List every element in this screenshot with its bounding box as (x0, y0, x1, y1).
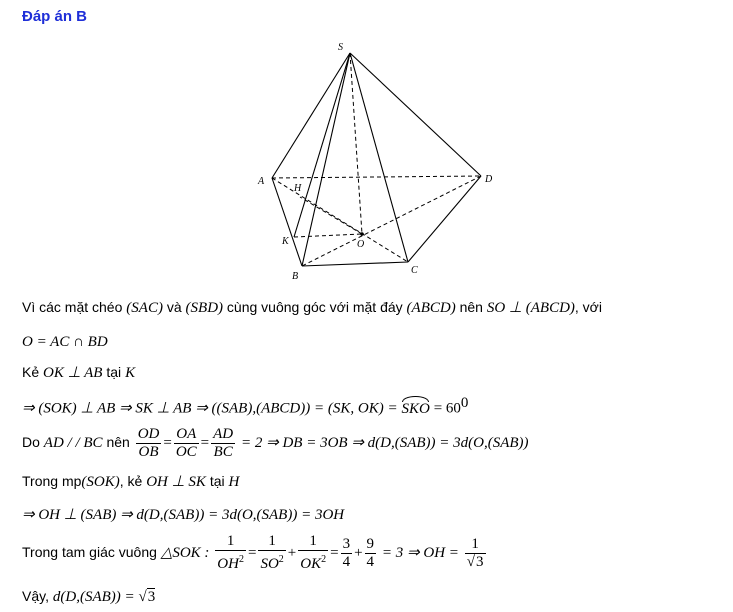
fraction: $\frac{1}{SO^2}$ (260, 533, 284, 573)
label-d: D (485, 174, 493, 185)
fraction: $\frac{OD}{OB}$ (137, 425, 160, 460)
solution-line-4: ⇒ (SOK) ⊥ AB ⇒ SK ⊥ AB ⇒ ((SAB),(ABCD)) = (SK, OK) = SKO = $60^0$ (22, 395, 469, 417)
solution-line-5: Do AD / / BC nên $\frac{OD}{OB}$ = $\frac{OA}{OC}$ = $\frac{AD}{BC}$ = 2 ⇒ DB = 3OB ⇒ d(D,(SAB)) = 3d(O,(SAB)) (22, 425, 529, 460)
solution-line-8: Trong tam giác vuông △SOK : $\frac{1}{OH^2}$ = $\frac{1}{SO^2}$ + $\frac{1}{OK^2}$ = $\frac{3}{4}$ + $\frac{9}{4}$ = 3 ⇒ OH = $\frac{1}{√3}$ (22, 533, 484, 573)
solution-line-7: ⇒ OH ⊥ (SAB) ⇒ d(D,(SAB)) = 3d(O,(SAB)) = 3OH (22, 507, 345, 523)
answer-label: Đáp án B (22, 8, 88, 25)
fraction: $\frac{1}{√3}$ (466, 535, 484, 570)
solution-line-1: Vì các mặt chéo (SAC) và (SBD) cùng vuông góc với mặt đáy (ABCD) nên SO ⊥ (ABCD), với (22, 299, 602, 316)
fraction: $\frac{OA}{OC}$ (175, 425, 197, 460)
solution-line-2: O = AC ∩ BD (22, 334, 108, 350)
label-h: H (294, 183, 302, 194)
pyramid-figure (0, 0, 733, 300)
label-s: S (338, 42, 343, 53)
solution-line-9: Vậy, d(D,(SAB)) = √3 (22, 588, 156, 605)
fraction: $\frac{1}{OK^2}$ (300, 533, 327, 573)
fraction: $\frac{AD}{BC}$ (213, 425, 234, 460)
label-a: A (258, 176, 265, 187)
label-k: K (282, 236, 289, 247)
solution-line-6: Trong mp(SOK), kẻ OH ⊥ SK tại H (22, 473, 240, 490)
label-o: O (357, 239, 365, 250)
angle-hat: SKO (401, 400, 430, 417)
fraction: $\frac{9}{4}$ (366, 535, 375, 570)
label-c: C (411, 265, 418, 276)
fraction: $\frac{3}{4}$ (342, 535, 351, 570)
label-b: B (292, 271, 299, 282)
fraction: $\frac{1}{OH^2}$ (217, 533, 244, 573)
solution-line-3: Kẻ OK ⊥ AB tại K (22, 364, 136, 381)
